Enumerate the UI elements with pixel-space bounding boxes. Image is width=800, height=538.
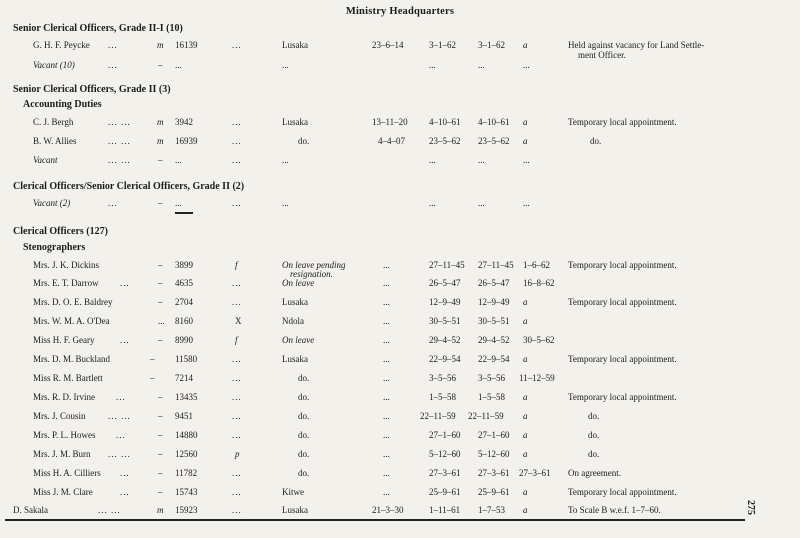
first-appointment-date: 12–9–49 xyxy=(429,297,461,307)
table-row xyxy=(0,411,760,425)
leader-dots: ... xyxy=(232,40,242,50)
station: On leave pending xyxy=(282,260,346,270)
terms: a xyxy=(523,316,528,326)
service-number: 15743 xyxy=(175,487,198,497)
leader-dots: ... xyxy=(232,155,242,165)
service-number: 16139 xyxy=(175,40,198,50)
flag-code: f xyxy=(235,335,238,345)
leader-dots: ... xyxy=(232,487,242,497)
officer-name: Miss H. F. Geary xyxy=(33,335,95,345)
first-appointment-date: 3–1–62 xyxy=(429,40,456,50)
terms: 16–8–62 xyxy=(523,278,555,288)
station: Lusaka xyxy=(282,40,308,50)
sex-code: m xyxy=(157,117,164,127)
leader-dots: ... xyxy=(232,373,242,383)
birth-date: ... xyxy=(383,392,390,402)
first-appointment-date: 30–5–51 xyxy=(429,316,461,326)
birth-date: ... xyxy=(383,316,390,326)
first-appointment-date: 29–4–52 xyxy=(429,335,461,345)
page-number: 275 xyxy=(745,500,756,515)
remarks: do. xyxy=(588,449,600,459)
remarks: do. xyxy=(588,430,600,440)
present-appointment-date: 27–3–61 xyxy=(478,468,510,478)
leader-dots: ... xyxy=(232,297,242,307)
sex-code: – xyxy=(158,155,163,165)
station: do. xyxy=(298,373,310,383)
first-appointment-date: 27–3–61 xyxy=(429,468,461,478)
terms: ... xyxy=(523,155,530,165)
sex-code: ... xyxy=(158,316,165,326)
birth-date: ... xyxy=(383,487,390,497)
table-row xyxy=(0,505,760,519)
present-appointment-date: 1–7–53 xyxy=(478,505,505,515)
birth-date: ... xyxy=(383,278,390,288)
flag-code: p xyxy=(235,449,240,459)
station: ... xyxy=(282,198,289,208)
terms: a xyxy=(523,136,528,146)
sex-code: – xyxy=(158,392,163,402)
terms: a xyxy=(523,487,528,497)
station: Kitwe xyxy=(282,487,304,497)
table-row xyxy=(0,430,760,444)
table-row xyxy=(0,198,760,212)
terms: 1–6–62 xyxy=(523,260,550,270)
birth-date: ... xyxy=(383,260,390,270)
leader-dots: ... xyxy=(232,278,242,288)
leader-dots: ... xyxy=(108,198,118,208)
sex-code: m xyxy=(157,136,164,146)
first-appointment-date: 27–11–45 xyxy=(429,260,465,270)
birth-date: ... xyxy=(383,335,390,345)
remarks: To Scale B w.e.f. 1–7–60. xyxy=(568,505,661,515)
sex-code: – xyxy=(158,487,163,497)
present-appointment-date: 30–5–51 xyxy=(478,316,510,326)
station: ... xyxy=(282,155,289,165)
station: do. xyxy=(298,411,310,421)
table-row xyxy=(0,392,760,406)
station: On leave xyxy=(282,335,315,345)
station: do. xyxy=(298,430,310,440)
remarks: Temporary local appointment. xyxy=(568,260,677,270)
terms: a xyxy=(523,297,528,307)
remarks: do. xyxy=(590,136,602,146)
sex-code: – xyxy=(158,297,163,307)
first-appointment-date: 1–5–58 xyxy=(429,392,456,402)
leader-dots: ... xyxy=(232,430,242,440)
officer-name: Mrs. P. L. Howes xyxy=(33,430,96,440)
first-appointment-date: 4–10–61 xyxy=(429,117,461,127)
birth-date: ... xyxy=(383,354,390,364)
present-appointment-date: 22–9–54 xyxy=(478,354,510,364)
sex-code: – xyxy=(158,60,163,70)
terms: a xyxy=(523,505,528,515)
terms: 27–3–61 xyxy=(519,468,551,478)
table-row xyxy=(0,316,760,330)
sex-code: – xyxy=(158,468,163,478)
birth-date: ... xyxy=(383,297,390,307)
sex-code: – xyxy=(150,373,155,383)
table-row xyxy=(0,60,760,74)
terms: 11–12–59 xyxy=(519,373,555,383)
remarks: On agreement. xyxy=(568,468,621,478)
service-number: ... xyxy=(175,60,182,70)
officer-name: Vacant (2) xyxy=(33,198,71,208)
terms: a xyxy=(523,411,528,421)
leader-dots: ... xyxy=(120,487,130,497)
first-appointment-date: ... xyxy=(429,155,436,165)
leader-dots: ... xyxy=(120,278,130,288)
first-appointment-date: ... xyxy=(429,198,436,208)
terms: a xyxy=(523,392,528,402)
officer-name: D. Sakala xyxy=(13,505,48,515)
terms: 30–5–62 xyxy=(523,335,555,345)
terms: ... xyxy=(523,60,530,70)
remarks-continued: ment Officer. xyxy=(578,50,626,60)
officer-name: Miss R. M. Bartlett xyxy=(33,373,103,383)
table-row xyxy=(0,260,760,279)
officer-name: B. W. Allies xyxy=(33,136,77,146)
officer-name: Mrs. E. T. Darrow xyxy=(33,278,99,288)
first-appointment-date: ... xyxy=(429,60,436,70)
officer-name: Mrs. W. M. A. O'Dea xyxy=(33,316,110,326)
officer-name: Vacant xyxy=(33,155,58,165)
first-appointment-date: 22–9–54 xyxy=(429,354,461,364)
leader-dots: ... xyxy=(232,505,242,515)
present-appointment-date: 4–10–61 xyxy=(478,117,510,127)
birth-date: 23–6–14 xyxy=(372,40,404,50)
birth-date: ... xyxy=(383,373,390,383)
sex-code: m xyxy=(157,40,164,50)
station: Lusaka xyxy=(282,354,308,364)
present-appointment-date: ... xyxy=(478,198,485,208)
birth-date: ... xyxy=(383,468,390,478)
leader-dots: ... xyxy=(232,198,242,208)
terms: a xyxy=(523,354,528,364)
service-number: ... xyxy=(175,198,182,208)
service-number: 13435 xyxy=(175,392,198,402)
table-row xyxy=(0,373,760,387)
leader-dots: ... xyxy=(232,117,242,127)
table-row xyxy=(0,297,760,311)
service-number: 8990 xyxy=(175,335,193,345)
officer-name: Mrs. D. O. E. Baldrey xyxy=(33,297,113,307)
present-appointment-date: 26–5–47 xyxy=(478,278,510,288)
terms: a xyxy=(523,40,528,50)
bottom-rule xyxy=(5,519,745,521)
present-appointment-date: 29–4–52 xyxy=(478,335,510,345)
station: Lusaka xyxy=(282,297,308,307)
first-appointment-date: 26–5–47 xyxy=(429,278,461,288)
station: do. xyxy=(298,468,310,478)
present-appointment-date: 12–9–49 xyxy=(478,297,510,307)
station: Ndola xyxy=(282,316,304,326)
officer-name: Miss J. M. Clare xyxy=(33,487,93,497)
service-number: 16939 xyxy=(175,136,198,146)
subsection-heading: Accounting Duties xyxy=(23,99,102,110)
first-appointment-date: 3–5–56 xyxy=(429,373,456,383)
present-appointment-date: ... xyxy=(478,60,485,70)
sex-code: – xyxy=(158,278,163,288)
present-appointment-date: 23–5–62 xyxy=(478,136,510,146)
leader-dots: ... xyxy=(120,468,130,478)
sex-code: – xyxy=(158,198,163,208)
officer-name: C. J. Bergh xyxy=(33,117,74,127)
present-appointment-date: 3–1–62 xyxy=(478,40,505,50)
service-number: 11782 xyxy=(175,468,198,478)
underline-mark xyxy=(175,212,193,214)
leader-dots: ... xyxy=(120,335,130,345)
flag-code: f xyxy=(235,260,238,270)
leader-dots: ... xyxy=(116,430,126,440)
sex-code: m xyxy=(157,505,164,515)
station: do. xyxy=(298,392,310,402)
present-appointment-date: 27–11–45 xyxy=(478,260,514,270)
service-number: 3942 xyxy=(175,117,193,127)
station-continued: resignation. xyxy=(290,269,333,279)
remarks: Temporary local appointment. xyxy=(568,117,677,127)
station: do. xyxy=(298,449,310,459)
service-number: 7214 xyxy=(175,373,193,383)
service-number: 8160 xyxy=(175,316,193,326)
leader-dots: ... ... xyxy=(108,155,131,165)
remarks: Held against vacancy for Land Settle- xyxy=(568,40,705,50)
remarks: Temporary local appointment. xyxy=(568,297,677,307)
present-appointment-date: 1–5–58 xyxy=(478,392,505,402)
station: ... xyxy=(282,60,289,70)
birth-date: ... xyxy=(383,411,390,421)
sex-code: – xyxy=(158,411,163,421)
officer-name: Mrs. D. M. Buckland xyxy=(33,354,110,364)
terms: ... xyxy=(523,198,530,208)
remarks: Temporary local appointment. xyxy=(568,487,677,497)
service-number: 11580 xyxy=(175,354,198,364)
present-appointment-date: 25–9–61 xyxy=(478,487,510,497)
service-number: ... xyxy=(175,155,182,165)
subsection-heading: Stenographers xyxy=(23,242,86,253)
service-number: 4635 xyxy=(175,278,193,288)
present-appointment-date: 3–5–56 xyxy=(478,373,505,383)
station: Lusaka xyxy=(282,505,308,515)
station: On leave xyxy=(282,278,315,288)
leader-dots: ... xyxy=(232,354,242,364)
service-number: 2704 xyxy=(175,297,193,307)
sex-code: – xyxy=(158,335,163,345)
present-appointment-date: ... xyxy=(478,155,485,165)
remarks: Temporary local appointment. xyxy=(568,354,677,364)
table-row xyxy=(0,40,760,60)
service-number: 15923 xyxy=(175,505,198,515)
station: do. xyxy=(298,136,310,146)
present-appointment-date: 5–12–60 xyxy=(478,449,510,459)
table-row xyxy=(0,136,760,150)
birth-date: ... xyxy=(383,449,390,459)
birth-date: 4–4–07 xyxy=(378,136,405,146)
first-appointment-date: 1–11–61 xyxy=(429,505,461,515)
terms: a xyxy=(523,117,528,127)
table-row xyxy=(0,155,760,169)
table-row xyxy=(0,449,760,463)
leader-dots: ... xyxy=(232,411,242,421)
table-row xyxy=(0,117,760,131)
birth-date: ... xyxy=(383,430,390,440)
remarks: do. xyxy=(588,411,600,421)
first-appointment-date: 27–1–60 xyxy=(429,430,461,440)
first-appointment-date: 25–9–61 xyxy=(429,487,461,497)
table-row xyxy=(0,278,760,292)
sex-code: – xyxy=(150,354,155,364)
service-number: 12560 xyxy=(175,449,198,459)
officer-name: Mrs. R. D. Irvine xyxy=(33,392,95,402)
birth-date: 21–3–30 xyxy=(372,505,404,515)
sex-code: – xyxy=(158,260,163,270)
service-number: 9451 xyxy=(175,411,193,421)
remarks: Temporary local appointment. xyxy=(568,392,677,402)
service-number: 14880 xyxy=(175,430,198,440)
terms: a xyxy=(523,430,528,440)
first-appointment-date: 5–12–60 xyxy=(429,449,461,459)
table-row xyxy=(0,468,760,482)
leader-dots: ... xyxy=(232,468,242,478)
terms: a xyxy=(523,449,528,459)
service-number: 3899 xyxy=(175,260,193,270)
table-row xyxy=(0,487,760,501)
sex-code: – xyxy=(158,449,163,459)
officer-name: Mrs. J. Cousin xyxy=(33,411,86,421)
officer-name: Mrs. J. K. Dickins xyxy=(33,260,100,270)
leader-dots: ... xyxy=(108,60,118,70)
station: Lusaka xyxy=(282,117,308,127)
leader-dots: ... ... xyxy=(108,449,131,459)
flag-code: X xyxy=(235,316,242,326)
section-heading-clerical-senior: Clerical Officers/Senior Clerical Officers, Grade II (2) xyxy=(13,181,245,192)
leader-dots: ... ... xyxy=(98,505,121,515)
leader-dots: ... xyxy=(232,392,242,402)
section-heading-clerical-officers: Clerical Officers (127) xyxy=(13,226,108,237)
first-appointment-date: 22–11–59 xyxy=(420,411,456,421)
leader-dots: ... ... xyxy=(108,411,131,421)
first-appointment-date: 23–5–62 xyxy=(429,136,461,146)
page-heading: Ministry Headquarters xyxy=(345,6,455,17)
leader-dots: ... xyxy=(116,392,126,402)
leader-dots: ... xyxy=(232,136,242,146)
leader-dots: ... ... xyxy=(108,117,131,127)
table-row xyxy=(0,335,760,349)
officer-name: G. H. F. Peycke xyxy=(33,40,90,50)
section-heading-grade-ii-i: Senior Clerical Officers, Grade II-I (10) xyxy=(13,23,183,34)
officer-name: Miss H. A. Cilliers xyxy=(33,468,101,478)
section-heading-grade-ii: Senior Clerical Officers, Grade II (3) xyxy=(13,84,171,95)
leader-dots: ... ... xyxy=(108,136,131,146)
sex-code: – xyxy=(158,430,163,440)
table-row xyxy=(0,354,760,368)
birth-date: 13–11–20 xyxy=(372,117,408,127)
present-appointment-date: 22–11–59 xyxy=(468,411,504,421)
officer-name: Vacant (10) xyxy=(33,60,75,70)
present-appointment-date: 27–1–60 xyxy=(478,430,510,440)
leader-dots: ... xyxy=(108,40,118,50)
officer-name: Mrs. J. M. Burn xyxy=(33,449,91,459)
